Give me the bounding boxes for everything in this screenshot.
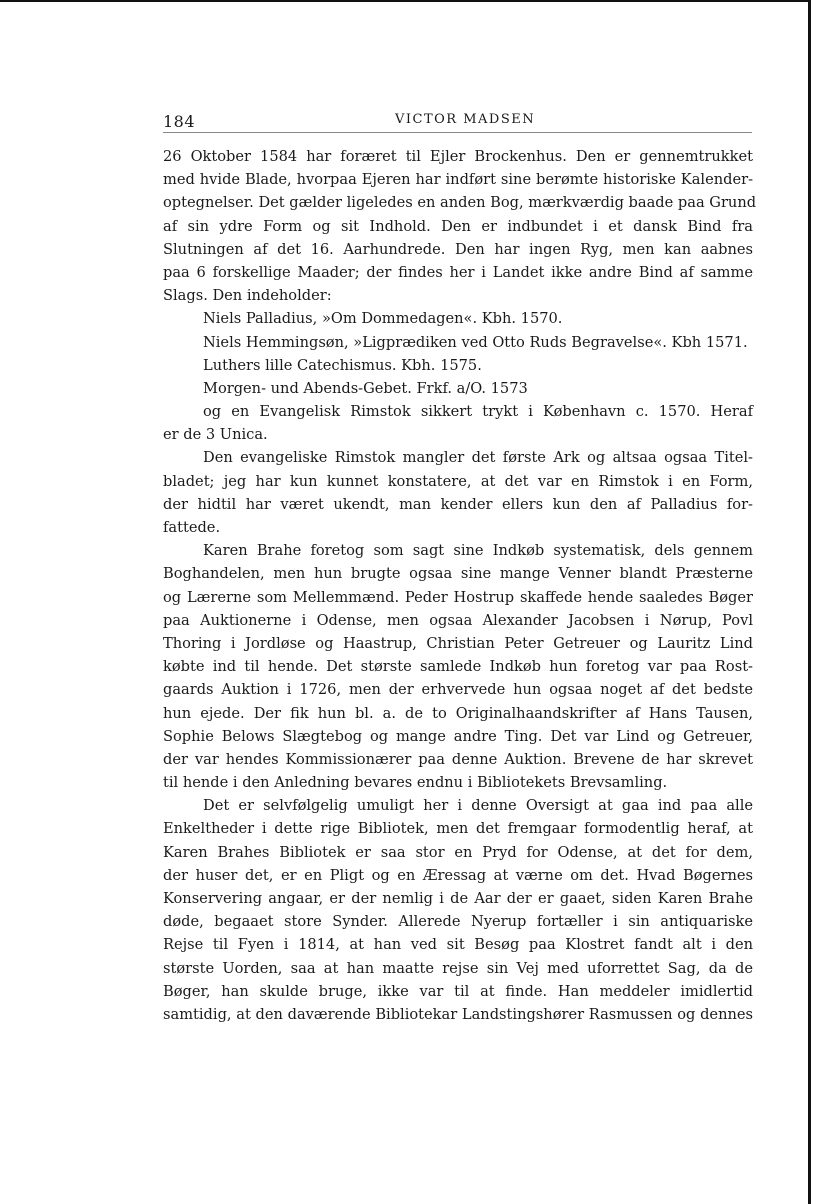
text-line: med hvide Blade, hvorpaa Ejeren har indført sine berømte historiske Kalender- (163, 171, 753, 189)
text-line: paa Auktionerne i Odense, men ogsaa Alexander Jacobsen i Nørup, Povl (163, 611, 753, 629)
text-line: Slags. Den indeholder: (163, 287, 332, 305)
text-line: Rejse til Fyen i 1814, at han ved sit Besøg paa Klostret fandt alt i den (163, 936, 753, 954)
text-line: Enkeltheder i dette rige Bibliotek, men det fremgaar formodentlig heraf, at (163, 820, 753, 838)
text-line: Den evangeliske Rimstok mangler det første Ark og altsaa ogsaa Titel- (203, 449, 753, 467)
text-line: paa 6 forskellige Maader; der findes her i Landet ikke andre Bind af samme (163, 263, 753, 281)
text-line: der var hendes Kommissionærer paa denne Auktion. Brevene de har skrevet (163, 750, 753, 768)
text-line: 26 Oktober 1584 har foræret til Ejler Brockenhus. Den er gennemtrukket (163, 148, 753, 165)
text-line: døde, begaaet store Synder. Allerede Nyerup fortæller i sin antiquariske (163, 913, 753, 931)
page-header (163, 112, 752, 134)
text-line: Morgen- und Abends-Gebet. Frkf. a/O. 1573 (203, 379, 528, 397)
page-number: 184 (163, 112, 196, 131)
body-text (163, 145, 757, 1026)
header-rule (163, 132, 752, 133)
text-line: største Uorden, saa at han maatte rejse sin Vej med uforrettet Sag, da de (163, 959, 753, 977)
text-line: og Lærerne som Mellemmænd. Peder Hostrup skaffede hende saaledes Bøger (163, 588, 753, 606)
text-line: købte ind til hende. Det største samlede Indkøb hun foretog var paa Rost- (163, 658, 753, 676)
scan-top-edge (0, 0, 811, 2)
text-line: Karen Brahes Bibliotek er saa stor en Pryd for Odense, at det for dem, (163, 843, 753, 861)
text-line: Det er selvfølgelig umuligt her i denne Oversigt at gaa ind paa alle (203, 797, 753, 815)
running-title: VICTOR MADSEN (395, 112, 536, 127)
text-line: er de 3 Unica. (163, 426, 268, 444)
text-line: Niels Hemmingsøn, »Ligprædiken ved Otto Ruds Begravelse«. Kbh 1571. (203, 333, 748, 351)
text-line: der huser det, er en Pligt og en Æressag at værne om det. Hvad Bøgernes (163, 866, 753, 884)
text-line: der hidtil har været ukendt, man kender ellers kun den af Palladius for- (163, 495, 753, 513)
text-line: Sophie Belows Slægtebog og mange andre Ting. Det var Lind og Getreuer, (163, 727, 753, 745)
text-line: bladet; jeg har kun kunnet konstatere, at det var en Rimstok i en Form, (163, 472, 753, 490)
text-line: gaards Auktion i 1726, men der erhvervede hun ogsaa noget af det bedste (163, 681, 753, 699)
text-line: til hende i den Anledning bevares endnu i Bibliotekets Brevsamling. (163, 774, 668, 792)
text-line: Boghandelen, men hun brugte ogsaa sine mange Venner blandt Præsterne (163, 565, 753, 583)
text-line: Konservering angaar, er der nemlig i de Aar der er gaaet, siden Karen Brahe (163, 890, 753, 907)
text-line: Luthers lille Catechismus. Kbh. 1575. (203, 356, 482, 374)
text-line: Bøger, han skulde bruge, ikke var til at finde. Han meddeler imidlertid (163, 982, 753, 1000)
text-line: og en Evangelisk Rimstok sikkert trykt i København c. 1570. Heraf (203, 403, 753, 421)
text-line: af sin ydre Form og sit Indhold. Den er indbundet i et dansk Bind fra (163, 217, 753, 235)
text-line: Slutningen af det 16. Aarhundrede. Den har ingen Ryg, men kan aabnes (163, 240, 753, 258)
text-line: samtidig, at den daværende Bibliotekar Landstingshører Rasmussen og dennes (163, 1005, 753, 1023)
text-line: optegnelser. Det gælder ligeledes en anden Bog, mærkværdig baade paa Grund (163, 194, 757, 212)
text-line: Thoring i Jordløse og Haastrup, Christian Peter Getreuer og Lauritz Lind (163, 634, 753, 652)
text-line: hun ejede. Der fik hun bl. a. de to Originalhaandskrifter af Hans Tausen, (163, 704, 753, 722)
text-line: Niels Palladius, »Om Dommedagen«. Kbh. 1570. (203, 310, 563, 328)
text-line: fattede. (163, 519, 221, 536)
text-line: Karen Brahe foretog som sagt sine Indkøb systematisk, dels gennem (203, 542, 753, 560)
